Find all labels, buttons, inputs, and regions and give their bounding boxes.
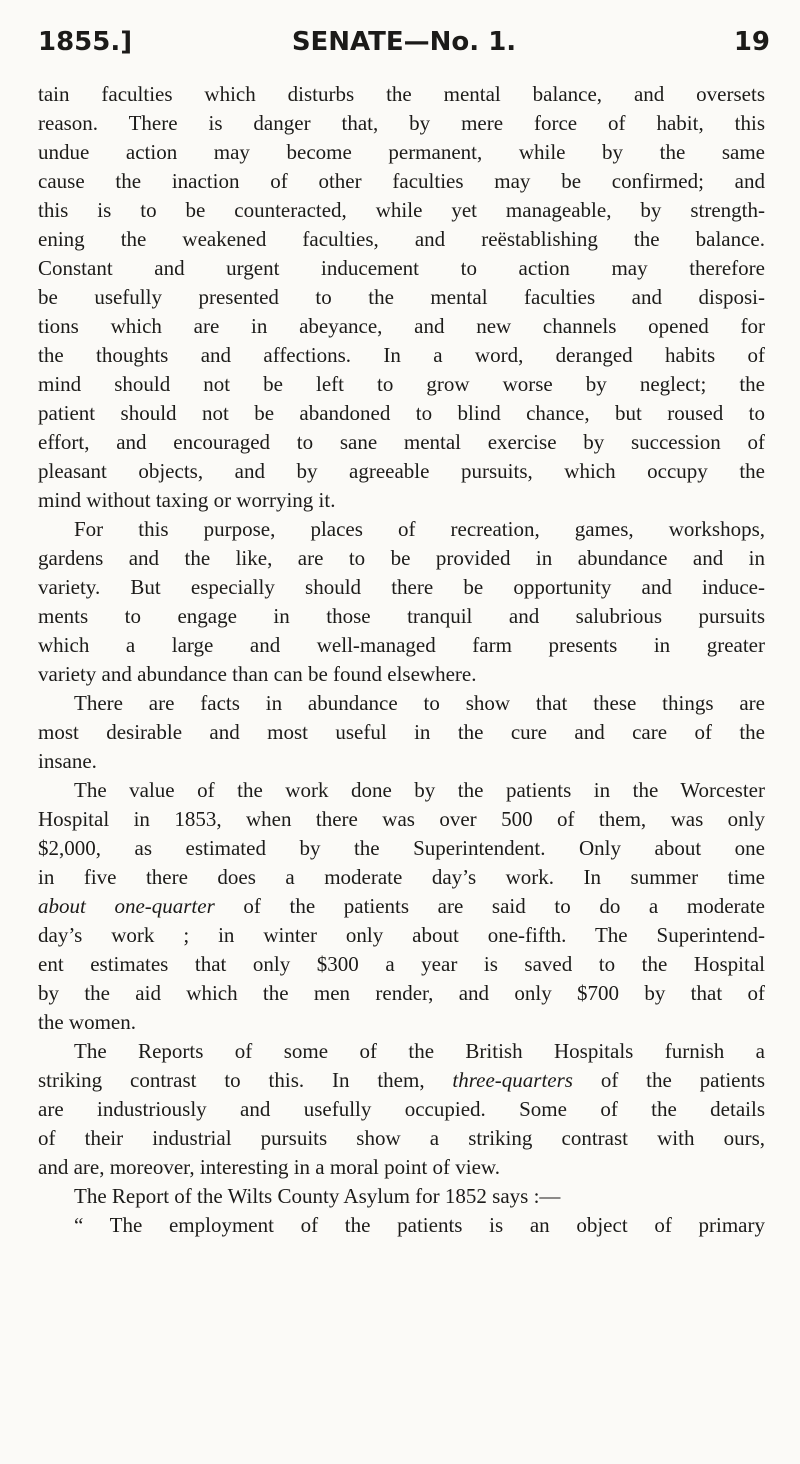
text-line: variety and abundance than can be found elsewhere. — [38, 662, 477, 686]
text-line: variety. But especially should there be opportunity and induce- — [38, 575, 765, 599]
body-text — [38, 80, 765, 1240]
text-line: be usefully presented to the mental faculties and disposi- — [38, 285, 765, 309]
text-line: ments to engage in those tranquil and salubrious pursuits — [38, 604, 765, 628]
text-line: mind should not be left to grow worse by neglect; the — [38, 372, 765, 396]
text-line: Hospital in 1853, when there was over 500 of them, was only — [38, 807, 765, 831]
text-line: mind without taxing or worrying it. — [38, 488, 336, 512]
text-line: tain faculties which disturbs the mental balance, and oversets — [38, 82, 765, 106]
running-head-year: 1855.] — [38, 27, 133, 57]
running-head-title: SENATE—No. 1. — [291, 27, 517, 57]
text-line: in five there does a moderate day’s work. In summer time — [38, 865, 765, 889]
text-line — [38, 1066, 765, 1095]
text-line: $2,000, as estimated by the Superintendent. Only about one — [38, 836, 765, 860]
text-line: ent estimates that only $300 a year is saved to the Hospital — [38, 952, 765, 976]
text-line: For this purpose, places of recreation, games, workshops, — [74, 517, 765, 541]
text-line: There are facts in abundance to show that these things are — [74, 691, 765, 715]
text-line: ening the weakened faculties, and reëstablishing the balance. — [38, 227, 765, 251]
text-line: insane. — [38, 749, 97, 773]
text-line-segment: of the patients — [572, 1068, 765, 1092]
text-line: undue action may become permanent, while by the same — [38, 140, 765, 164]
text-line: of their industrial pursuits show a striking contrast with ours, — [38, 1126, 765, 1150]
text-line: The Reports of some of the British Hospitals furnish a — [74, 1039, 765, 1063]
text-line: day’s work ; in winter only about one-fifth. The Superintend- — [38, 923, 765, 947]
text-line: The value of the work done by the patients in the Worcester — [74, 778, 765, 802]
text-line: the women. — [38, 1010, 136, 1034]
text-line: by the aid which the men render, and only $700 by that of — [38, 981, 765, 1005]
text-line: most desirable and most useful in the cure and care of the — [38, 720, 765, 744]
text-line: pleasant objects, and by agreeable pursuits, which occupy the — [38, 459, 765, 483]
page-number: 19 — [733, 27, 770, 57]
text-line: the thoughts and affections. In a word, deranged habits of — [38, 343, 765, 367]
running-head — [38, 22, 770, 62]
text-line — [38, 892, 765, 921]
text-line: The Report of the Wilts County Asylum for 1852 says :— — [74, 1184, 561, 1208]
italic-phrase: about one-quarter — [38, 894, 215, 918]
text-line: tions which are in abeyance, and new channels opened for — [38, 314, 765, 338]
text-line-segment: striking contrast to this. In them, — [38, 1068, 453, 1092]
text-line: this is to be counteracted, while yet manageable, by strength- — [38, 198, 765, 222]
text-line: patient should not be abandoned to blind chance, but roused to — [38, 401, 765, 425]
text-line: and are, moreover, interesting in a moral point of view. — [38, 1155, 500, 1179]
text-line: effort, and encouraged to sane mental exercise by succession of — [38, 430, 765, 454]
text-line: “ The employment of the patients is an object of primary — [74, 1213, 765, 1237]
text-line: are industriously and usefully occupied. Some of the details — [38, 1097, 765, 1121]
text-line: reason. There is danger that, by mere force of habit, this — [38, 111, 765, 135]
text-line-segment: of the patients are said to do a moderate — [214, 894, 765, 918]
text-line: which a large and well-managed farm presents in greater — [38, 633, 765, 657]
text-line: gardens and the like, are to be provided in abundance and in — [38, 546, 765, 570]
italic-phrase: three-quarters — [452, 1068, 573, 1092]
text-line: cause the inaction of other faculties may be confirmed; and — [38, 169, 765, 193]
text-line: Constant and urgent inducement to action may therefore — [38, 256, 765, 280]
